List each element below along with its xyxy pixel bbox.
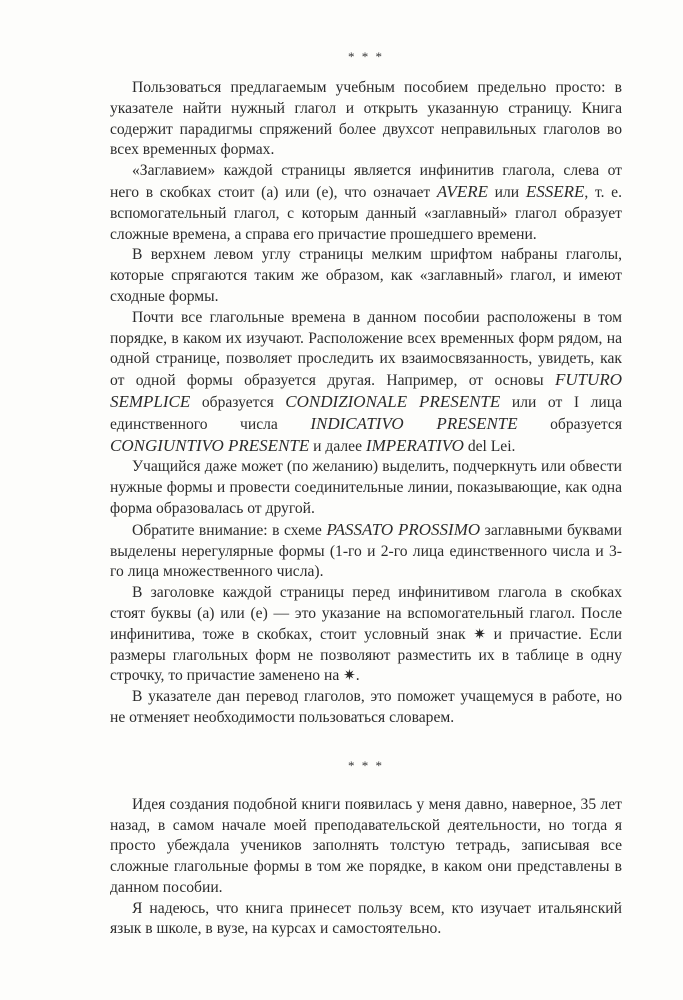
paragraph-intro: Пользоваться предлагаемым учебным пособием предельно просто: в указателе найти нужный глагол и открыть указанную страницу. Книга содержит парадигмы спряжений более двухсот неправильных глаголов во всех временных формах. xyxy=(110,79,622,159)
paragraph-title-explanation: «Заглавием» каждой страницы является инфинитив глагола, слева от него в скобках стоит (а) или (е), что означает AVERE или ESSERE, т. е. вспомогательный глагол, с которым данный «заглавный» глагол образует сложные времена, а справа его причастие прошедшего времени. xyxy=(110,162,622,243)
term-indicativo-presente: INDICATIVO PRESENTE xyxy=(310,413,518,433)
paragraph-tense-order: Почти все глагольные времена в данном пособии расположены в том порядке, в каком их изучают. Расположение всех временных форм рядом, на одной странице, позволяет проследить их взаимосвязанность, увидеть, как от одной формы образуется другая. Например, от основы FUTURO SEMPLICE образуется CONDIZIONALE PRESENTE или от I лица единственного числа INDICATIVO PRESENTE образуется CONGIUNTIVO PRESENTE и далее IMPERATIVO del Lei. xyxy=(110,308,623,455)
paragraph-corner-verbs: В верхнем левом углу страницы мелким шрифтом набраны глаголы, которые спрягаются таким же образом, как «заглавный» глагол, и имеют сходные формы. xyxy=(110,246,622,305)
page-content xyxy=(110,50,622,940)
paragraph-book-idea: Идея создания подобной книги появилась у меня давно, наверное, 35 лет назад, в самом начале моей преподавательской деятельности, но тогда я просто убеждала учеников заполнять толстую тетрадь, записывая все сложные глагольные формы в том же порядке, в каком они представлены в данном пособии. xyxy=(110,795,622,896)
separator-middle: * * * xyxy=(348,757,384,773)
term-condizionale-presente: CONDIZIONALE PRESENTE xyxy=(285,391,501,411)
asterisk-symbol-icon: ✷ xyxy=(473,626,486,643)
separator-top: * * * xyxy=(348,49,384,64)
paragraph-page-header: В заголовке каждой страницы перед инфинитивом глагола в скобках стоят буквы (а) или (е) — это указание на вспомогательный глагол. После инфинитива, тоже в скобках, стоит условный знак ✷ и причастие. Если размеры глагольных форм не позволяют разместить их в таблице в одну строчку, то причастие заменено на ✷. xyxy=(110,584,622,685)
asterisk-symbol-icon: ✷ xyxy=(343,668,356,685)
term-imperativo: IMPERATIVO xyxy=(365,435,464,455)
term-passato-prossimo: PASSATO PROSSIMO xyxy=(326,519,481,539)
section-author-note xyxy=(110,795,622,941)
paragraph-passato-prossimo: Обратите внимание: в схеме PASSATO PROSSIMO заглавными буквами выделены нерегулярные формы (1-го и 2-го лица единственного числа и 3-го лица множественного числа). xyxy=(110,519,622,581)
term-avere: AVERE xyxy=(436,181,488,201)
term-futuro-semplice: FUTURO SEMPLICE xyxy=(110,370,622,411)
term-essere: ESSERE xyxy=(525,181,585,201)
section-usage xyxy=(110,78,622,729)
paragraph-hope: Я надеюсь, что книга принесет пользу всем, кто изучает итальянский язык в школе, в вузе, на курсах и самостоятельно. xyxy=(110,899,622,938)
paragraph-highlighting: Учащийся даже может (по желанию) выделить, подчеркнуть или обвести нужные формы и провести соединительные линии, показывающие, как одна форма образовалась от другой. xyxy=(110,458,622,517)
paragraph-index-translation: В указателе дан перевод глаголов, это поможет учащемуся в работе, но не отменяет необходимости пользоваться словарем. xyxy=(110,688,622,726)
term-congiuntivo-presente: CONGIUNTIVO PRESENTE xyxy=(110,435,310,455)
